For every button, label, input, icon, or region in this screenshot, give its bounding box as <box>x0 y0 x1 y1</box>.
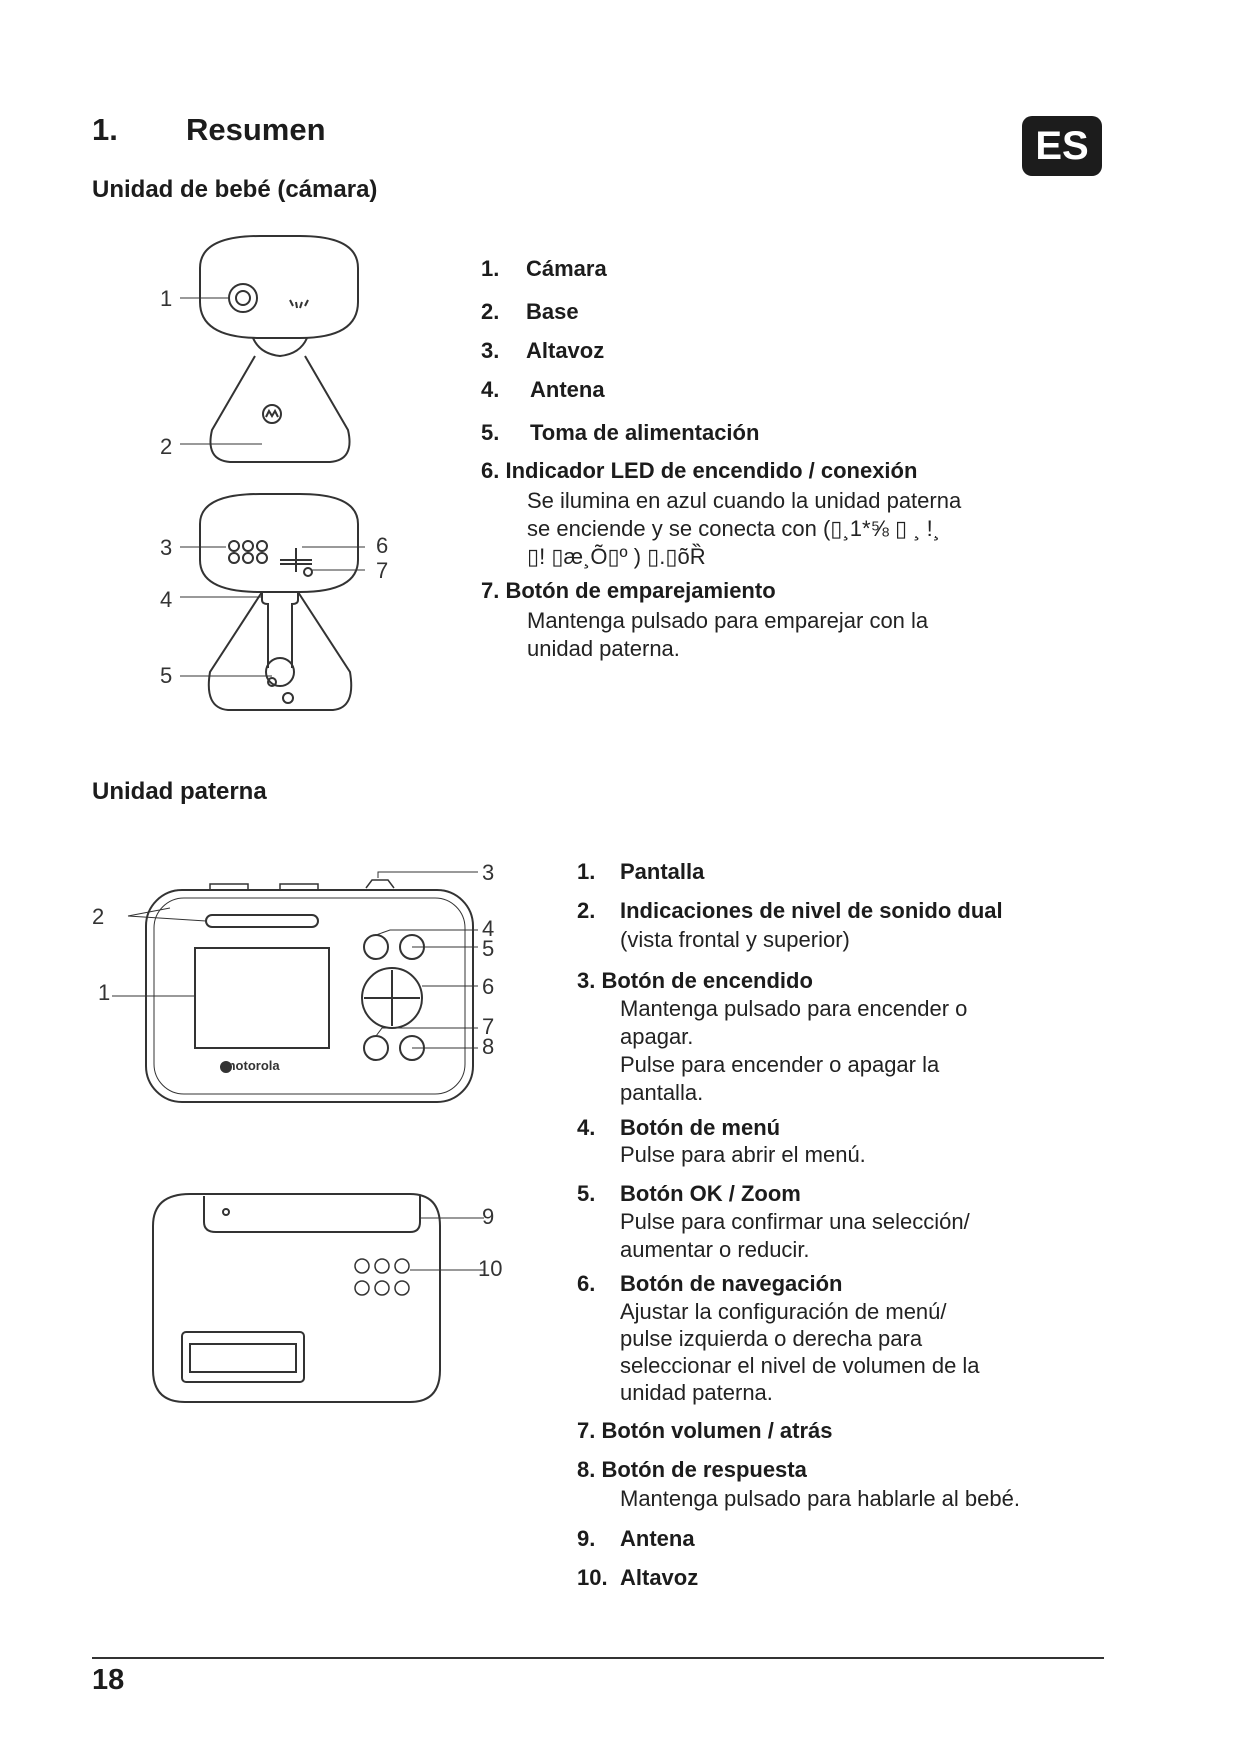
callout-label: 6 <box>482 974 495 999</box>
parent-item-2: 2. Indicaciones de nivel de sonido dual <box>577 898 1003 923</box>
baby-item-6: 6. Indicador LED de encendido / conexión <box>481 458 918 483</box>
callout-label: 8 <box>482 1034 495 1059</box>
parent-item-5-desc: Pulse para confirmar una selección/ aumentar o reducir. <box>620 1209 970 1262</box>
baby-item-2: 2. Base <box>481 299 579 324</box>
callout-label: 4 <box>160 587 173 612</box>
callout-label: 5 <box>160 663 173 688</box>
parent-item-3-desc: Mantenga pulsado para encender o apagar. Pulse para encender o apagar la pantalla. <box>620 996 968 1105</box>
footer-rule <box>92 1657 1104 1659</box>
parent-item-2-desc: (vista frontal y superior) <box>620 927 850 952</box>
baby-item-7: 7. Botón de emparejamiento <box>481 578 776 603</box>
parent-item-3: 3. Botón de encendido <box>577 968 813 993</box>
callout-label: 7 <box>482 1014 495 1039</box>
baby-item-1: 1. Cámara <box>481 256 607 281</box>
callout-label: 1 <box>160 286 173 311</box>
baby-unit-heading: Unidad de bebé (cámara) <box>92 176 378 203</box>
callout-label: 4 <box>482 916 495 941</box>
callout-label: 7 <box>376 558 389 583</box>
section-title: Resumen <box>186 112 326 147</box>
callout-label: 1 <box>98 980 111 1005</box>
parent-item-7: 7. Botón volumen / atrás <box>577 1418 833 1443</box>
callout-label: 3 <box>482 860 495 885</box>
callout-label: 5 <box>482 936 495 961</box>
baby-item-5: 5. Toma de alimentación <box>481 420 760 445</box>
parent-item-10: 10. Altavoz <box>577 1565 699 1590</box>
parent-item-6-desc: Ajustar la configuración de menú/ pulse izquierda o derecha para seleccionar el nivel de volumen de la unidad paterna. <box>620 1299 980 1405</box>
baby-item-7-desc: Mantenga pulsado para emparejar con la unidad paterna. <box>527 608 929 661</box>
section-number: 1. <box>92 112 118 147</box>
parent-item-8-desc: Mantenga pulsado para hablarle al bebé. <box>620 1486 1020 1511</box>
parent-item-1: 1. Pantalla <box>577 859 705 884</box>
callout-label: 9 <box>482 1204 495 1229</box>
parent-item-9: 9. Antena <box>577 1526 695 1551</box>
callout-label: 2 <box>160 434 173 459</box>
callout-label: 10 <box>478 1256 503 1281</box>
callout-label: 3 <box>160 535 173 560</box>
parent-item-8: 8. Botón de respuesta <box>577 1457 807 1482</box>
parent-unit-heading: Unidad paterna <box>92 778 267 805</box>
baby-item-6-desc: Se ilumina en azul cuando la unidad paterna se enciende y se conecta con (▯¸1*⅝ ▯ ¸ !¸ ▯! ▯æ¸Õ▯º ) ▯.▯õȐ <box>527 488 962 569</box>
parent-item-4: 4. Botón de menú <box>577 1115 781 1140</box>
baby-item-3: 3. Altavoz <box>481 338 605 363</box>
brand-label: motorola <box>224 1058 280 1073</box>
language-badge: ES <box>1022 116 1102 176</box>
parent-item-5: 5. Botón OK / Zoom <box>577 1181 801 1206</box>
page-number: 18 <box>92 1664 125 1696</box>
parent-item-4-desc: Pulse para abrir el menú. <box>620 1142 866 1167</box>
parent-item-6: 6. Botón de navegación <box>577 1271 843 1296</box>
callout-label: 6 <box>376 533 389 558</box>
baby-item-4: 4. Antena <box>481 377 605 402</box>
callout-label: 2 <box>92 904 105 929</box>
